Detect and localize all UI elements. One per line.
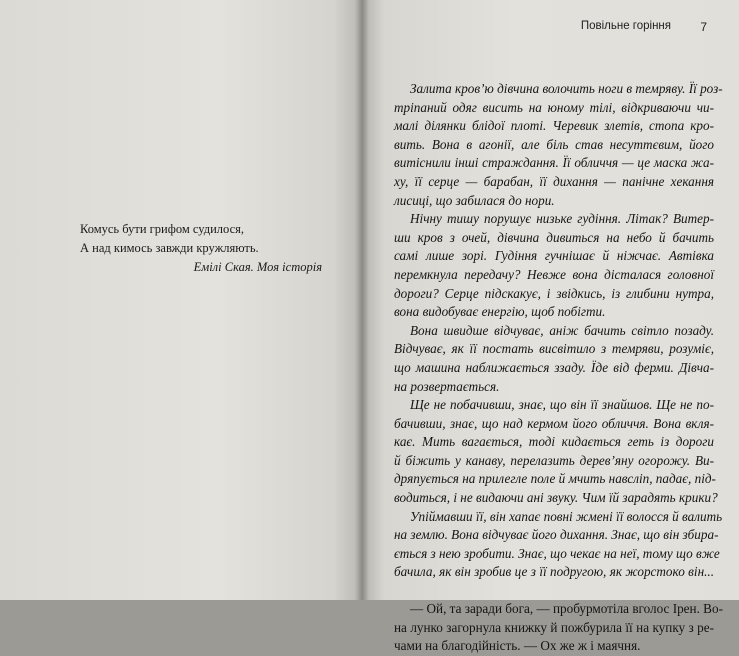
epigraph-author: Емілі Ская. Моя історія	[193, 260, 322, 274]
text-line: перемкнула передачу? Невже вона дісталася головної	[394, 266, 714, 282]
text-line: на розвертається.	[394, 378, 500, 394]
text-line: Відчуває, як її постать висвітило з темряви, розуміє,	[394, 341, 714, 357]
text-line: ється з нею зробити. Знає, що чекає на неї, тому що вже	[394, 545, 720, 561]
text-line: ши кров з очей, дівчина дивиться на небо й бачить	[394, 229, 714, 245]
text-line: — Ой, та заради бога, — пробурмотіла вголос Ірен. Во-	[410, 601, 723, 617]
right-page	[362, 0, 739, 654]
text-line: вона видобуває енергію, щоб побігти.	[394, 304, 606, 320]
text-line: Упіймавши її, він хапає повні жмені її волосся й валить	[410, 508, 723, 524]
text-line: малі ділянки блідої плоті. Черевик злетів, стопа кро-	[394, 118, 714, 134]
text-line: на лунко загорнула книжку й пожбурила її на купку з ре-	[394, 619, 714, 635]
epigraph-line: Комусь бути грифом судилося,	[80, 222, 245, 236]
text-line: Залита кров’ю дівчина волочить ноги в темряву. Її роз-	[410, 81, 723, 96]
text-line: бачивши, знає, що над кермом його обличчя. Вона вкля-	[394, 415, 714, 431]
text-line: тріпаний одяг висить на юному тілі, відкриваючи чи-	[394, 99, 714, 115]
text-line: водиться, і не видаючи ані звуку. Чим їй зарадять крики?	[394, 490, 718, 506]
text-line: й біжить у канаву, перелазить дерев’яну огорожу. Ви-	[394, 452, 714, 468]
text-line: витіснили інші страждання. Її обличчя — це маска жа-	[394, 155, 714, 171]
text-line: самі лише зорі. Гудіння гучнішає й ніжчає. Автівка	[394, 248, 714, 264]
text-line: бачила, як він зробив це з її подругою, як жорстоко він...	[394, 564, 714, 580]
epigraph-line: А над кимось завжди кружляють.	[80, 241, 259, 255]
left-page	[0, 0, 362, 600]
text-line: ху, її серце — барабан, її дихання — панічне хекання	[394, 173, 714, 189]
text-line: кає. Мить вагається, тоді кидається геть із дороги	[394, 434, 714, 450]
text-line: дряпується на прилегле поле й мчить навсліп, падає, під-	[394, 471, 716, 487]
text-line: чами на благодійність. — Ох же ж і маячня.	[394, 638, 641, 654]
running-title: Повільне горіння	[580, 20, 671, 32]
epigraph	[80, 220, 340, 277]
text-line: на землю. Вона відчуває його дихання. Знає, що він збира-	[394, 527, 719, 543]
text-line: Ще не побачивши, знає, що він її знайшов. Ще не по-	[410, 397, 714, 413]
body-text	[394, 80, 723, 656]
text-line: що машина наближається ззаду. Їде від ферми. Дівча-	[394, 359, 714, 375]
text-line: лисиці, що забилася до нори.	[394, 192, 555, 208]
text-line: дороги? Серце підскакує, і звідкись, із глибини нутра,	[394, 285, 714, 301]
book-spine-shadow	[355, 0, 369, 600]
text-line: Вона швидше відчуває, аніж бачить світло позаду.	[410, 322, 714, 338]
paragraph-gap	[394, 582, 714, 600]
text-line: Нічну тишу порушує низьке гудіння. Літак? Витер-	[410, 211, 714, 227]
page-number: 7	[700, 20, 707, 34]
text-line: вить. Вона в агонії, але біль став несуттєвим, його	[394, 136, 714, 152]
